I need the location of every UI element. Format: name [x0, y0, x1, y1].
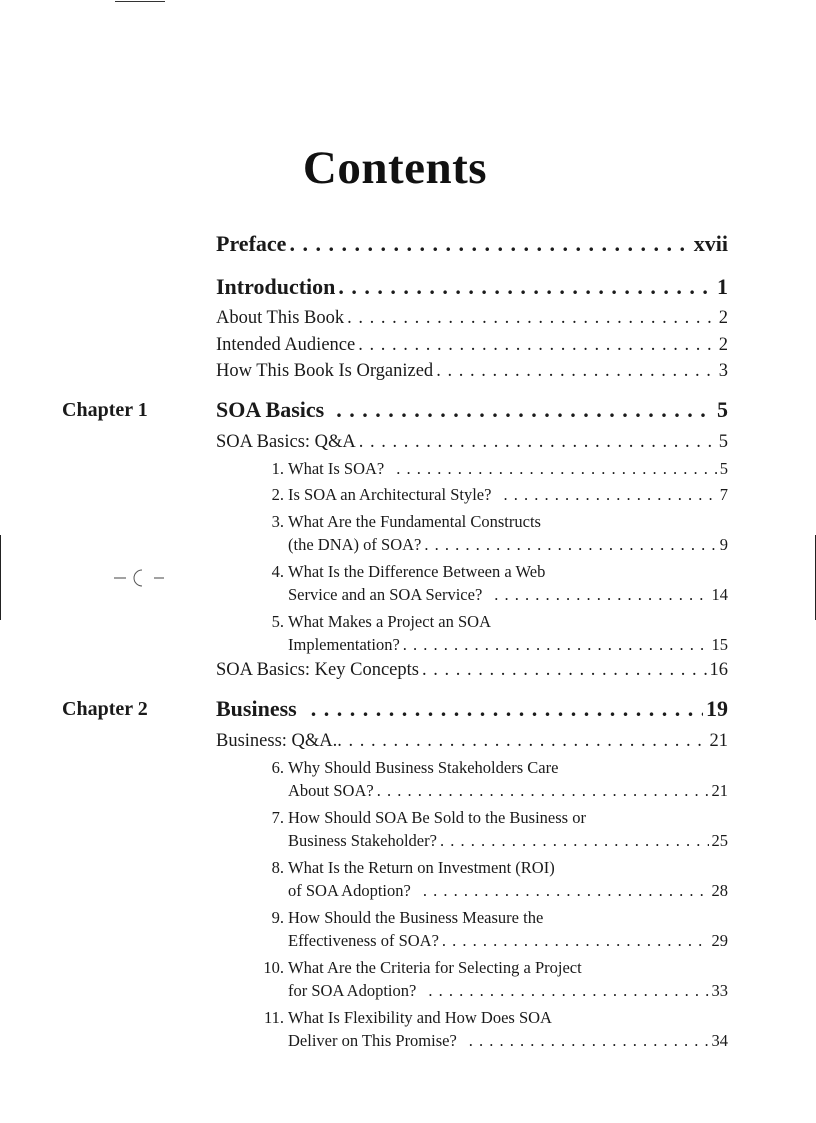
dot-leader	[424, 535, 716, 555]
page-number: 29	[711, 931, 728, 950]
toc-question-7-line1[interactable]	[254, 808, 586, 828]
toc-question-5-line2[interactable]	[288, 635, 728, 655]
question-text: What Makes a Project an SOA	[288, 612, 491, 631]
dot-leader	[377, 781, 709, 801]
question-number: 1.	[271, 459, 284, 478]
entry-label: SOA Basics: Key Concepts	[216, 660, 419, 680]
question-text: Why Should Business Stakeholders Care	[288, 758, 559, 777]
question-text-continued: Effectiveness of SOA?	[288, 931, 439, 950]
question-text-continued: Service and an SOA Service?	[288, 585, 483, 604]
chapter-label-1: Chapter 1	[62, 399, 148, 421]
question-number: 6.	[271, 758, 284, 777]
toc-question-10-line2[interactable]	[288, 981, 728, 1001]
toc-entry-soa-basics-qa[interactable]	[216, 432, 728, 453]
toc-question-4-line1[interactable]	[254, 562, 545, 582]
question-text: Is SOA an Architectural Style?	[288, 485, 492, 504]
toc-entry-soa-key-concepts[interactable]	[216, 660, 728, 681]
question-number: 8.	[271, 858, 284, 877]
page-number: 9	[719, 535, 728, 554]
question-number: 7.	[271, 808, 284, 827]
dot-leader	[396, 459, 717, 479]
toc-question-2[interactable]	[254, 485, 728, 505]
toc-entry-soa-basics[interactable]	[216, 397, 728, 423]
page-number: 16	[709, 660, 728, 680]
toc-question-11-line2[interactable]	[288, 1031, 728, 1051]
dot-leader	[336, 397, 714, 423]
page-number: 21	[711, 781, 728, 800]
page-number: 1	[717, 274, 728, 299]
dot-leader	[338, 274, 714, 300]
toc-question-8-line1[interactable]	[254, 858, 555, 878]
dot-leader	[494, 585, 708, 605]
question-text-continued: About SOA?	[288, 781, 374, 800]
question-text-continued: for SOA Adoption?	[288, 981, 417, 1000]
question-text-continued: (the DNA) of SOA?	[288, 535, 422, 554]
page-edge-left	[0, 535, 1, 620]
question-text: What Are the Criteria for Selecting a Project	[288, 958, 582, 977]
entry-label: Intended Audience	[216, 335, 356, 355]
dot-leader	[403, 635, 709, 655]
toc-question-3-line2[interactable]	[288, 535, 728, 555]
page-number: 5	[719, 459, 728, 478]
dot-leader	[503, 485, 716, 505]
page-number: 7	[719, 485, 728, 504]
question-text: What Is Flexibility and How Does SOA	[288, 1008, 552, 1027]
entry-label: SOA Basics	[216, 397, 325, 422]
toc-question-1[interactable]	[254, 459, 728, 479]
toc-entry-business-qa[interactable]	[216, 731, 728, 752]
entry-label: Business: Q&A.	[216, 731, 338, 751]
page-number: 25	[711, 831, 728, 850]
page-number: 15	[711, 635, 728, 654]
page-number: 33	[711, 981, 728, 1000]
page-number: 14	[711, 585, 728, 604]
dot-leader	[289, 231, 690, 257]
page-number: 5	[717, 397, 728, 422]
question-text-continued: Implementation?	[288, 635, 400, 654]
question-text: What Is the Return on Investment (ROI)	[288, 858, 555, 877]
dot-leader	[358, 335, 716, 356]
question-text-continued: Business Stakeholder?	[288, 831, 437, 850]
question-text: How Should SOA Be Sold to the Business or	[288, 808, 586, 827]
page-number: xvii	[693, 231, 728, 256]
question-text: What Are the Fundamental Constructs	[288, 512, 541, 531]
page-number: 34	[711, 1031, 728, 1050]
question-number: 10.	[263, 958, 284, 977]
page-number: 21	[709, 731, 728, 751]
entry-label: Preface	[216, 231, 287, 256]
toc-question-6-line2[interactable]	[288, 781, 728, 801]
dot-leader	[422, 660, 707, 681]
dot-leader	[436, 361, 716, 382]
question-text-continued: of SOA Adoption?	[288, 881, 411, 900]
question-text: How Should the Business Measure the	[288, 908, 544, 927]
toc-question-3-line1[interactable]	[254, 512, 541, 532]
dot-leader	[423, 881, 709, 901]
dot-leader	[347, 308, 716, 329]
question-number: 11.	[263, 1008, 284, 1027]
question-text: What Is the Difference Between a Web	[288, 562, 546, 581]
dot-leader	[337, 731, 706, 752]
toc-entry-how-organized[interactable]	[216, 361, 728, 382]
question-text: What Is SOA?	[288, 459, 385, 478]
entry-label: Introduction	[216, 274, 336, 299]
entry-label: About This Book	[216, 308, 345, 328]
dot-leader	[311, 696, 703, 722]
toc-entry-preface[interactable]	[216, 231, 728, 257]
page-number: 2	[718, 335, 728, 355]
page-number: 2	[718, 308, 728, 328]
toc-question-11-line1[interactable]	[254, 1008, 552, 1028]
toc-entry-about-this-book[interactable]	[216, 308, 728, 329]
toc-question-10-line1[interactable]	[254, 958, 582, 978]
toc-question-4-line2[interactable]	[288, 585, 728, 605]
question-number: 2.	[271, 485, 284, 504]
question-number: 9.	[271, 908, 284, 927]
crop-line-top	[115, 1, 165, 2]
dot-leader	[428, 981, 708, 1001]
toc-question-9-line1[interactable]	[254, 908, 543, 928]
entry-label: How This Book Is Organized	[216, 361, 434, 381]
question-number: 3.	[271, 512, 284, 531]
toc-question-5-line1[interactable]	[254, 612, 491, 632]
page-title: Contents	[302, 142, 488, 195]
entry-label: Business	[216, 696, 297, 721]
dot-leader	[442, 931, 709, 951]
page-number: 3	[718, 361, 728, 381]
toc-question-8-line2[interactable]	[288, 881, 728, 901]
toc-question-7-line2[interactable]	[288, 831, 728, 851]
toc-entry-intended-audience[interactable]	[216, 335, 728, 356]
toc-entry-introduction[interactable]	[216, 274, 728, 300]
question-number: 5.	[271, 612, 284, 631]
dot-leader	[440, 831, 709, 851]
toc-question-9-line2[interactable]	[288, 931, 728, 951]
page-number: 28	[711, 881, 728, 900]
chapter-label-2: Chapter 2	[62, 698, 148, 720]
entry-label: SOA Basics: Q&A	[216, 432, 356, 452]
registration-mark-icon	[112, 568, 168, 588]
dot-leader	[469, 1031, 709, 1051]
toc-question-6-line1[interactable]	[254, 758, 558, 778]
page-number: 5	[718, 432, 728, 452]
dot-leader	[359, 432, 716, 453]
question-number: 4.	[271, 562, 284, 581]
toc-entry-business[interactable]	[216, 696, 728, 722]
question-text-continued: Deliver on This Promise?	[288, 1031, 457, 1050]
page-number: 19	[706, 696, 728, 721]
